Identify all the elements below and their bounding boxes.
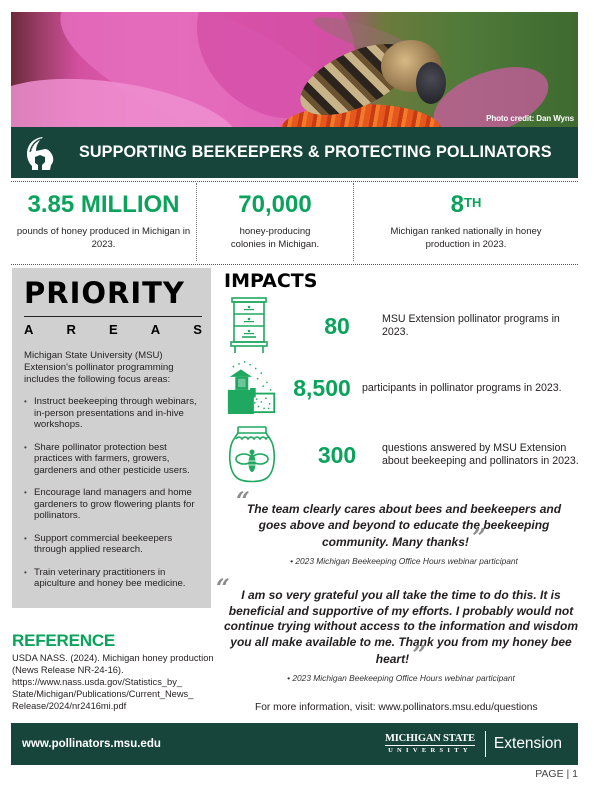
more-info-link[interactable]: For more information, visit: www.pollinators.msu.edu/questions — [255, 702, 538, 713]
page-title: SUPPORTING BEEKEEPERS & PROTECTING POLLINATORS — [79, 143, 552, 161]
reference-heading: REFERENCE — [12, 631, 116, 650]
spartan-helmet-icon — [23, 135, 57, 171]
stat-colonies — [196, 183, 353, 261]
msu-wordmark-line1: MICHIGAN STATE — [385, 733, 475, 744]
msu-extension-logo — [385, 731, 562, 757]
footer-bar — [11, 723, 578, 765]
quote-attribution: • 2023 Michigan Beekeeping Office Hours webinar participant — [290, 555, 518, 566]
msu-wordmark — [385, 733, 475, 755]
list-item: • Instruct beekeeping through webinars, in-person presentations and in-hive workshops. — [24, 396, 201, 431]
photo-credit: Photo credit: Dan Wyns — [486, 114, 574, 123]
impact-questions — [226, 425, 586, 485]
divider — [11, 181, 578, 182]
priority-intro: Michigan State University (MSU) Extension's pollinator programming includes the following focus areas: — [24, 350, 174, 385]
honey-jar-icon — [226, 425, 278, 485]
areas-subheading — [24, 322, 202, 337]
quote-body: The team clearly cares about bees and beekeepers and goes above and beyond to educate the beekeeping community. Many thanks! — [246, 502, 562, 549]
stat-value-suffix: TH — [464, 195, 482, 210]
impact-value: 300 — [317, 441, 357, 468]
reference-link[interactable] — [12, 676, 222, 712]
letter: A — [150, 322, 161, 337]
letter: A — [24, 322, 34, 337]
quote-body: I am so very grateful you all take the time to do this. It is beneficial and supportive of my efforts. I probably would not continue trying without access to the information and wisdom you all make available to me. Thank you from my honey bee heart! — [223, 588, 579, 666]
testimonial-quote — [234, 502, 574, 566]
reference-url-line[interactable]: https://www.nass.usda.gov/Statistics_by_ — [12, 677, 183, 687]
quote-mark: “ — [216, 573, 230, 602]
close-quote-icon: ” — [472, 523, 487, 552]
msu-wordmark-line2: UNIVERSITY — [388, 747, 472, 754]
stat-label: pounds of honey produced in Michigan in 2023. — [16, 226, 191, 250]
stat-value: 70,000 — [238, 191, 312, 218]
priority-heading: PRIORITY — [24, 276, 185, 310]
impact-label: participants in pollinator programs in 2023. — [362, 381, 562, 394]
list-item: • Support commercial beekeepers through applied research. — [24, 533, 201, 556]
reference-citation: USDA NASS. (2024). Michigan honey production (News Release NR-24-16). — [12, 653, 214, 675]
title-banner — [11, 127, 578, 178]
list-item: • Train veterinary practitioners in apiculture and honey bee medicine. — [24, 567, 201, 590]
stat-value-number: 8 — [450, 191, 464, 218]
stat-honey-pounds — [11, 183, 196, 261]
impact-value: 8,500 — [293, 374, 351, 401]
page-number: PAGE | 1 — [535, 768, 578, 780]
impact-label: questions answered by MSU Extension about beekeeping and pollinators in 2023. — [382, 442, 579, 467]
reference-section — [12, 631, 222, 712]
footer-website-link[interactable]: www.pollinators.msu.edu — [22, 738, 161, 750]
close-quote-icon: ” — [412, 640, 427, 669]
hero-photo — [11, 12, 578, 127]
impact-label: MSU Extension pollinator programs in 2023. — [382, 313, 560, 338]
reference-url-line[interactable]: Release/2024/nr2416mi.pdf — [12, 701, 127, 711]
bee-head — [416, 62, 446, 104]
quote-mark: “ — [236, 486, 250, 515]
stat-value: 3.85 MILLION — [27, 191, 180, 218]
stat-label: honey-producing colonies in Michigan. — [230, 226, 320, 250]
letter: S — [193, 322, 202, 337]
list-item: • Encourage land managers and home gardeners to grow flowering plants for pollinators. — [24, 487, 201, 522]
reference-url-line[interactable]: State/Michigan/Publications/Current_News_ — [12, 689, 194, 699]
letter: R — [66, 322, 76, 337]
stat-label: Michigan ranked nationally in honey production in 2023. — [390, 226, 542, 250]
testimonial-quote — [216, 588, 586, 683]
list-item: • Share pollinator protection best practices with farmers, growers, gardeners and other pesticide users. — [24, 442, 201, 477]
priority-areas-panel — [12, 268, 211, 608]
quote-attribution: • 2023 Michigan Beekeeping Office Hours webinar participant — [287, 672, 515, 683]
stats-row — [11, 183, 578, 261]
focus-area-list — [24, 396, 201, 590]
beehive-icon — [226, 296, 278, 356]
impact-participants — [226, 358, 586, 418]
stat-value — [354, 190, 578, 220]
stat-national-rank — [353, 183, 578, 261]
impacts-heading: IMPACTS — [224, 270, 318, 292]
quote-text — [234, 502, 574, 551]
quote-text — [216, 588, 586, 668]
beekeeper-icon — [226, 358, 278, 418]
impact-value: 80 — [324, 312, 350, 339]
heading-rule — [24, 316, 202, 317]
divider — [11, 264, 578, 265]
extension-wordmark: Extension — [493, 735, 562, 752]
letter: E — [109, 322, 118, 337]
impact-programs — [226, 296, 586, 356]
logo-separator — [485, 731, 486, 757]
